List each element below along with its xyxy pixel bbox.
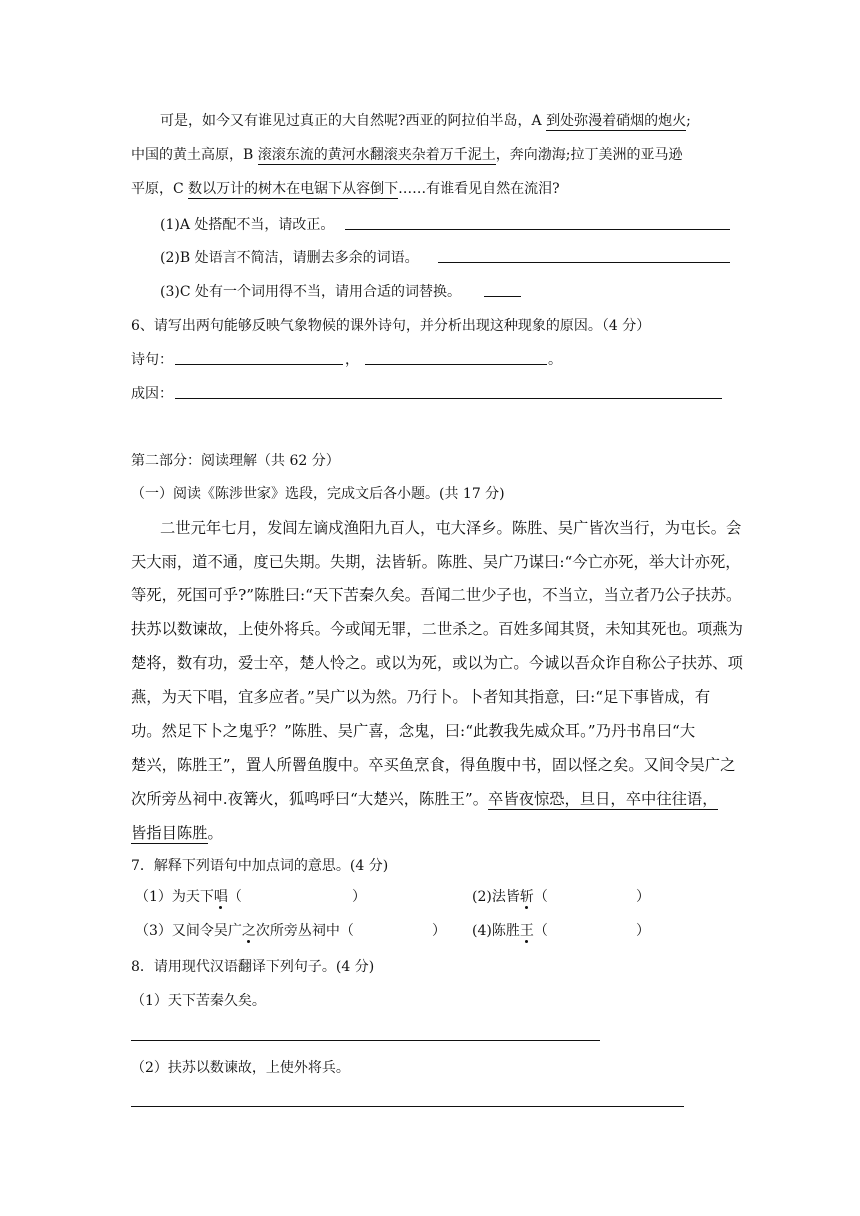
q5-item-2	[160, 248, 419, 268]
verse-comma-text: ，	[345, 352, 359, 368]
q8-title	[131, 957, 374, 977]
text-line: 燕，为天下唱，宜多应者。”吴广以为然。乃行卜。卜者知其指意，曰:“足下事皆成，有	[131, 688, 711, 706]
underlined-sentence: 皆指目陈胜	[131, 824, 208, 842]
passage-text: 可是，如今又有谁见过真正的大自然呢?西亚的阿拉伯半岛，A	[160, 113, 547, 129]
q5-item-2-text: (2)B 处语言不简洁，请删去多余的词语。	[160, 250, 419, 266]
underlined-phrase-a: 到处弥漫着硝烟的炮火	[546, 113, 687, 129]
q8-item-1-text: （1）天下苦秦久矣。	[131, 993, 266, 1009]
text-line-8	[131, 755, 735, 775]
q7-item-text: 次所旁丛祠中（	[255, 923, 354, 939]
part2-heading-text: 第二部分：阅读理解（共 62 分）	[131, 453, 340, 469]
answer-line-cause[interactable]	[175, 398, 722, 399]
q7-item-4	[472, 921, 548, 941]
cause-label: 成因：	[131, 386, 173, 402]
q7-item-1-close	[352, 887, 366, 907]
passage-line-3	[131, 179, 560, 199]
verse-label: 诗句：	[131, 352, 173, 368]
q7-item-text: (2)法皆	[472, 889, 520, 905]
q8-title-text: 8．请用现代汉语翻译下列句子。(4 分)	[131, 959, 375, 975]
q7-item-3-close	[432, 921, 446, 941]
text-line: 二世元年七月，发闾左谪戍渔阳九百人，屯大泽乡。陈胜、吴广皆次当行，为屯长。会	[160, 519, 742, 537]
paren-close: ）	[636, 889, 650, 905]
text-line-2	[131, 552, 741, 572]
q7-item-text: (4)陈胜	[472, 923, 520, 939]
q7-title	[131, 856, 388, 876]
underlined-sentence: 卒皆夜惊恐，旦日，卒中往往语，	[488, 790, 718, 808]
q7-item-2-close	[636, 887, 650, 907]
text-line-6	[131, 687, 710, 707]
verse-comma	[345, 350, 359, 370]
q7-item-text: （3）又间令吴广	[135, 923, 242, 939]
answer-line-verse-2[interactable]	[365, 364, 547, 365]
dotted-word: 王	[519, 923, 534, 939]
paren-close: ）	[636, 923, 650, 939]
passage-text: ;	[686, 113, 691, 129]
text-line-10	[131, 823, 223, 843]
q7-item-2	[472, 887, 548, 907]
answer-line-verse-1[interactable]	[175, 364, 343, 365]
text-line: 。	[207, 824, 223, 842]
text-line-4	[131, 619, 743, 639]
part2-subheading	[131, 484, 505, 504]
paren-close: ）	[352, 889, 366, 905]
q8-item-2-text: （2）扶苏以数谏故，上使外将兵。	[131, 1060, 350, 1076]
q6-cause-row	[131, 384, 173, 404]
answer-line-q5-1[interactable]	[345, 229, 730, 230]
q8-item-2	[131, 1058, 350, 1078]
q7-item-text: （	[533, 923, 548, 939]
text-line-1	[160, 518, 741, 538]
answer-line-q8-2[interactable]	[131, 1106, 684, 1107]
q6-title	[131, 316, 650, 336]
q5-item-3	[160, 282, 461, 302]
passage-text: ，奔向渤海;拉丁美洲的亚马逊	[495, 147, 683, 163]
text-line: 楚兴，陈胜王”，置人所罾鱼腹中。卒买鱼烹食，得鱼腹中书，固以怪之矣。又间令吴广之	[131, 756, 736, 774]
q7-item-4-close	[636, 921, 650, 941]
q7-item-text: （1）为天下	[135, 889, 214, 905]
part2-subheading-text: （一）阅读《陈涉世家》选段，完成文后各小题。(共 17 分)	[131, 486, 505, 502]
q6-title-text: 6、请写出两句能够反映气象物候的课外诗句，并分析出现这种现象的原因。（4 分）	[131, 318, 651, 334]
text-line: 次所旁丛祠中.夜篝火，狐鸣呼曰“大楚兴，陈胜王”。	[131, 790, 489, 808]
underlined-phrase-b: 滚滚东流的黄河水翻滚夹杂着万千泥土	[257, 147, 496, 163]
passage-line-2	[131, 145, 682, 165]
q7-item-1	[135, 887, 242, 907]
text-line: 扶苏以数谏故，上使外将兵。今或闻无罪，二世杀之。百姓多闻其贤，未知其死也。项燕为	[131, 620, 743, 638]
passage-text: 平原，C	[131, 181, 189, 197]
text-line: 等死，死国可乎?”陈胜曰:“天下苦秦久矣。吾闻二世少子也，不当立，当立者乃公子扶苏。	[131, 586, 742, 604]
answer-line-q5-2[interactable]	[438, 262, 730, 263]
passage-text: ……有谁看见自然在流泪?	[398, 181, 560, 197]
q7-item-text: （	[533, 889, 548, 905]
text-line-3	[131, 585, 741, 605]
paren-close: ）	[432, 923, 446, 939]
dotted-word: 斩	[519, 889, 534, 905]
q5-item-3-text: (3)C 处有一个词用得不当，请用合适的词替换。	[160, 284, 461, 300]
q7-title-text: 7．解释下列语句中加点词的意思。(4 分)	[131, 858, 389, 874]
text-line: 功。然足下卜之鬼乎？”陈胜、吴广喜，念鬼，曰:“此教我先威众耳。”乃丹书帛曰“大	[131, 722, 696, 740]
answer-line-q5-3[interactable]	[484, 296, 521, 297]
q7-item-3	[135, 921, 354, 941]
passage-text: 中国的黄土高原，B	[131, 147, 258, 163]
part2-heading	[131, 451, 340, 471]
passage-line-1	[160, 111, 691, 131]
verse-period	[548, 350, 562, 370]
underlined-phrase-c: 数以万计的树木在电锯下从容倒下	[188, 181, 399, 197]
answer-line-q8-1[interactable]	[131, 1040, 600, 1041]
text-line-5	[131, 653, 743, 673]
q5-item-1	[160, 215, 334, 235]
q5-item-1-text: (1)A 处搭配不当，请改正。	[160, 217, 335, 233]
dotted-word: 之	[241, 923, 256, 939]
text-line: 天大雨，道不通，度已失期。失期，法皆斩。陈胜、吴广乃谋曰:“今亡亦死，举大计亦死，	[131, 553, 741, 571]
text-line-9	[131, 789, 718, 809]
text-line: 楚将，数有功，爱士卒，楚人怜之。或以为死，或以为亡。今诚以吾众诈自称公子扶苏、项	[131, 654, 743, 672]
q7-item-text: （	[227, 889, 242, 905]
q6-verse-row	[131, 350, 173, 370]
verse-period-text: 。	[548, 352, 562, 368]
text-line-7	[131, 721, 695, 741]
q8-item-1	[131, 991, 266, 1011]
dotted-word: 唱	[213, 889, 228, 905]
